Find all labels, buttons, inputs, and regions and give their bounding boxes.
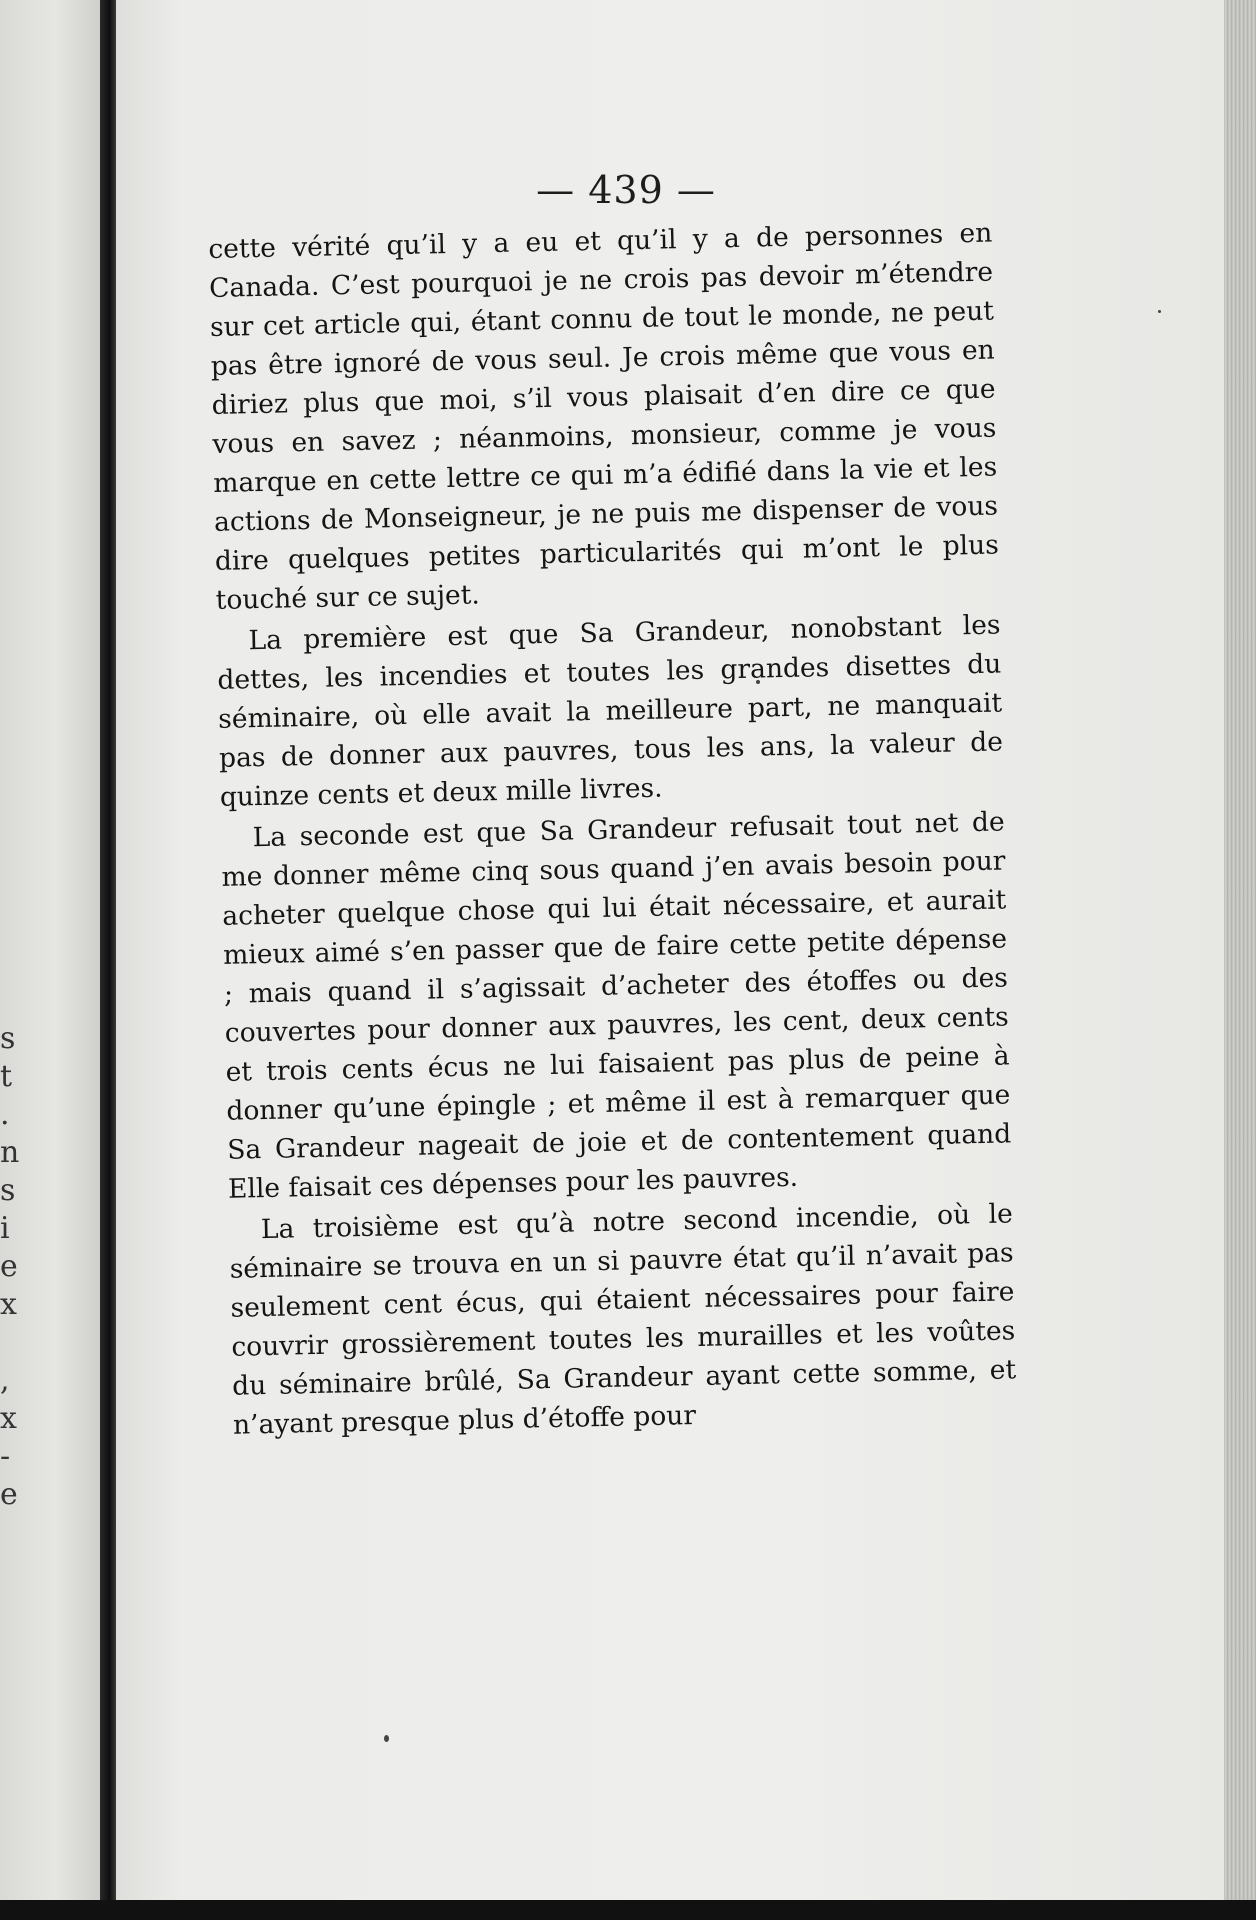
page-number: — 439 — [536, 168, 716, 212]
book-gutter [100, 0, 116, 1920]
paper-speck [1158, 310, 1161, 313]
previous-page-letters: s t . n s i e x , x - e [0, 1021, 20, 1512]
paragraph-seconde: La seconde est que Sa Grandeur refusait tout net de me donner même cinq sous quand j’en avais besoin pour acheter quelque chose qui lui était nécessaire, et aurait mieux aimé s’en passer que de faire cette petite dépense ; mais quand il s’agissait d’acheter des étoffes ou des couvertes pour donner aux pauvres, les cent, deux cents et trois cents écus ne lui faisaient pas plus de peine à donner qu’une épingle ; et même il est à remarquer que Sa Grandeur nageait de joie et de contentement quand Elle faisait ces dépenses pour les pauvres. [221, 806, 1012, 1205]
page-stack-edge [1224, 0, 1256, 1920]
paragraph-troisieme: La troisième est qu’à notre second incendie, où le séminaire se trouva en un si pauvre état qu’il n’avait pas seulement cent écus, qui étaient nécessaires pour faire couvrir grossièrement toutes les murailles et les voûtes du séminaire brûlé, Sa Grandeur ayant cette somme, et n’ayant presque plus d’étoffe pour [229, 1198, 1017, 1441]
body-text [208, 214, 1017, 1445]
scan-bottom-border [0, 1900, 1256, 1920]
paragraph-premiere: La première est que Sa Grandeur, nonobstant les dettes, les incendies et toutes les grandes disettes du séminaire, où elle avait la meilleure part, ne manquait pas de donner aux pauvres, tous les ans, la valeur de quinze cents et deux mille livres. [217, 609, 1004, 813]
paragraph-continuation: cette vérité qu’il y a eu et qu’il y a de personnes en Canada. C’est pourquoi je ne crois pas devoir m’étendre sur cet article qui, étant connu de tout le monde, ne peut pas être ignoré de vous seul. Je crois même que vous en diriez plus que moi, s’il vous plaisait d’en dire ce que vous en savez ; néanmoins, monsieur, comme je vous marque en cette lettre ce qui m’a édifié dans la vie et les actions de Monseigneur, je ne puis me dispenser de vous dire quelques petites particularités qui m’ont le plus touché sur ce sujet. [208, 217, 1000, 616]
previous-page-edge [0, 0, 100, 1920]
paper-speck [384, 1735, 389, 1742]
